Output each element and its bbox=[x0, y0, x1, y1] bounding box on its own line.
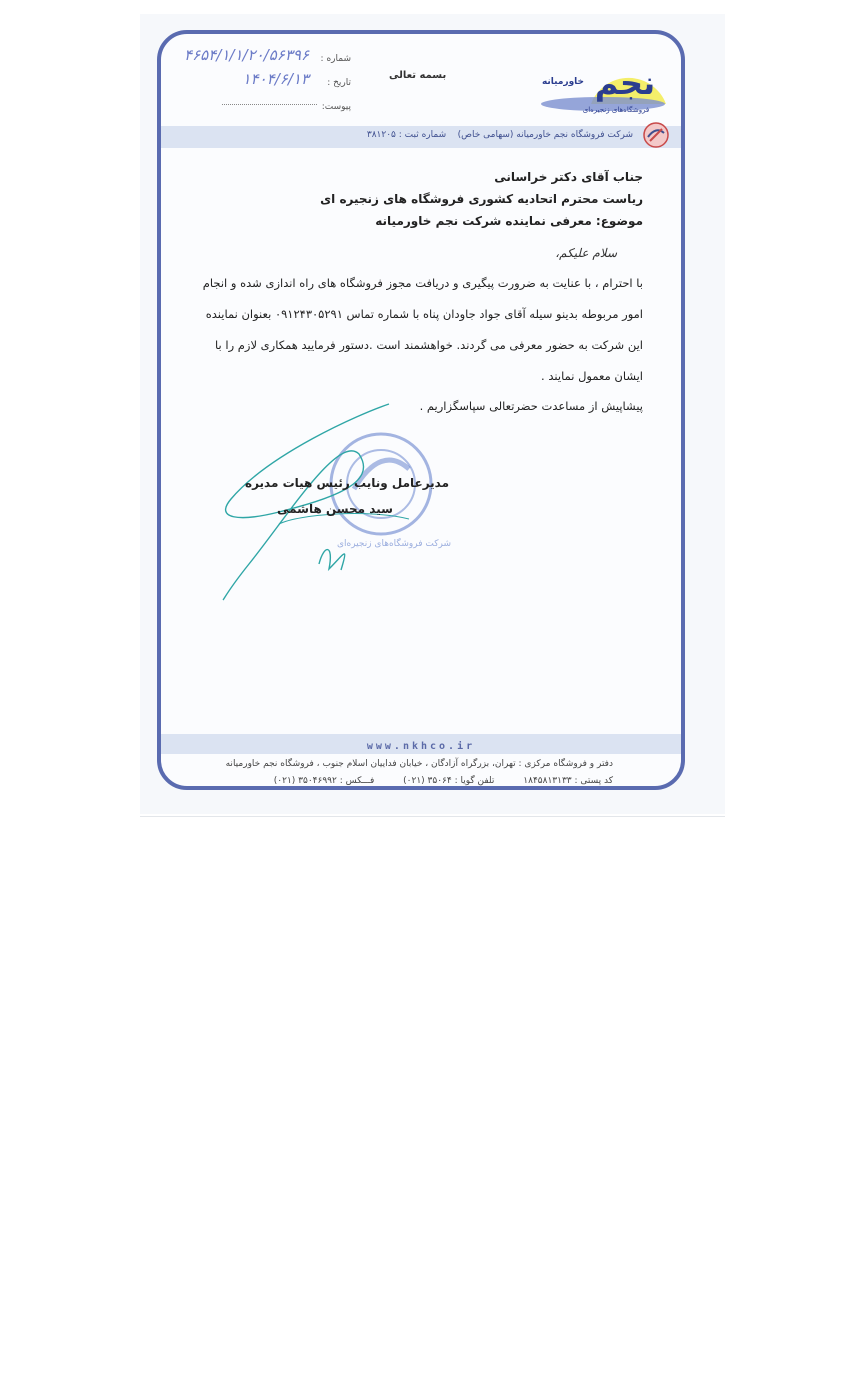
phone-number: تلفن گویا : ۳۵۰۶۴ (۰۲۱) bbox=[403, 776, 495, 786]
body-paragraph bbox=[193, 268, 643, 392]
body-line: با احترام ، با عنایت به ضرورت پیگیری و دریافت مجوز فروشگاه های راه اندازی شده و انجام bbox=[202, 276, 643, 290]
reg-number: ۳۸۱۲۰۵ bbox=[366, 130, 396, 140]
date-value: ۱۴۰۴/۶/۱۳ bbox=[242, 70, 309, 88]
company-name: شرکت فروشگاه نجم خاورمیانه (سهامی خاص) bbox=[457, 130, 633, 140]
logo-subtitle: فروشگاه‌های زنجیره‌ای bbox=[582, 106, 650, 114]
fax-number: فـــکس : ۳۵۰۴۶۹۹۲ (۰۲۱) bbox=[273, 776, 375, 786]
body-line: امور مربوطه بدینو سیله آقای جواد جاودان پناه با شماره تماس ۰۹۱۲۴۳۰۵۲۹۱ بعنوان نماینده bbox=[205, 307, 643, 321]
stamp-text: شرکت فروشگاه‌های زنجیره‌ای bbox=[336, 539, 452, 549]
number-value: ۴۶۵۴/۱/۱/۲۰/۵۶۳۹۶ bbox=[184, 46, 309, 64]
body-line: ایشان معمول نمایند . bbox=[541, 369, 643, 383]
date-row bbox=[211, 70, 351, 94]
attachment-dots bbox=[222, 104, 317, 105]
address-line: دفتر و فروشگاه مرکزی : تهران، بزرگراه آزادگان ، خیابان فداییان اسلام جنوب ، فروشگاه نجم خاورمیانه bbox=[225, 759, 613, 769]
number-label: شماره : bbox=[320, 54, 351, 64]
logo-brand: خاورمیانه bbox=[541, 77, 585, 87]
postal-code: کد پستی : ۱۸۴۵۸۱۳۱۳۳ bbox=[523, 776, 613, 786]
company-emblem-icon bbox=[641, 120, 671, 150]
body-line: این شرکت به حضور معرفی می گردند. خواهشمند است .دستور فرمایید همکاری لازم را با bbox=[215, 338, 643, 352]
najm-logo bbox=[521, 52, 666, 114]
letter-meta bbox=[184, 46, 351, 118]
contact-line bbox=[193, 773, 613, 790]
attachment-label: پیوست: bbox=[321, 102, 351, 112]
footer-band bbox=[161, 734, 681, 754]
footer-address bbox=[193, 756, 613, 790]
company-band-text bbox=[367, 130, 633, 140]
date-label: تاریخ : bbox=[327, 78, 351, 88]
recipient-title: ریاست محترم اتحادیه کشوری فروشگاه های زنجیره ای bbox=[320, 192, 643, 206]
letter-body bbox=[193, 166, 643, 420]
salutation: سلام علیکم، bbox=[555, 246, 617, 260]
bismillah: بسمه تعالی bbox=[389, 70, 447, 81]
website-link[interactable]: www.nkhco.ir bbox=[366, 741, 476, 752]
subject: موضوع: معرفی نماینده شرکت نجم خاورمیانه bbox=[375, 214, 643, 228]
attachment-row bbox=[211, 94, 351, 118]
recipient: جناب آقای دکتر خراسانی bbox=[494, 170, 643, 184]
signatory-name: سید محسن هاشمی bbox=[277, 502, 393, 516]
scan-edge bbox=[140, 816, 725, 817]
reg-label: شماره ثبت : bbox=[398, 130, 447, 140]
letterhead-frame bbox=[157, 30, 685, 790]
logo-text: نجم bbox=[594, 64, 656, 102]
closing: پیشاپیش از مساعدت حضرتعالی سپاسگزاریم . bbox=[419, 399, 643, 413]
signatory-title: مدیرعامل ونایب رئیس هیات مدیره bbox=[245, 476, 450, 490]
company-band bbox=[161, 126, 681, 148]
number-row bbox=[184, 46, 351, 70]
